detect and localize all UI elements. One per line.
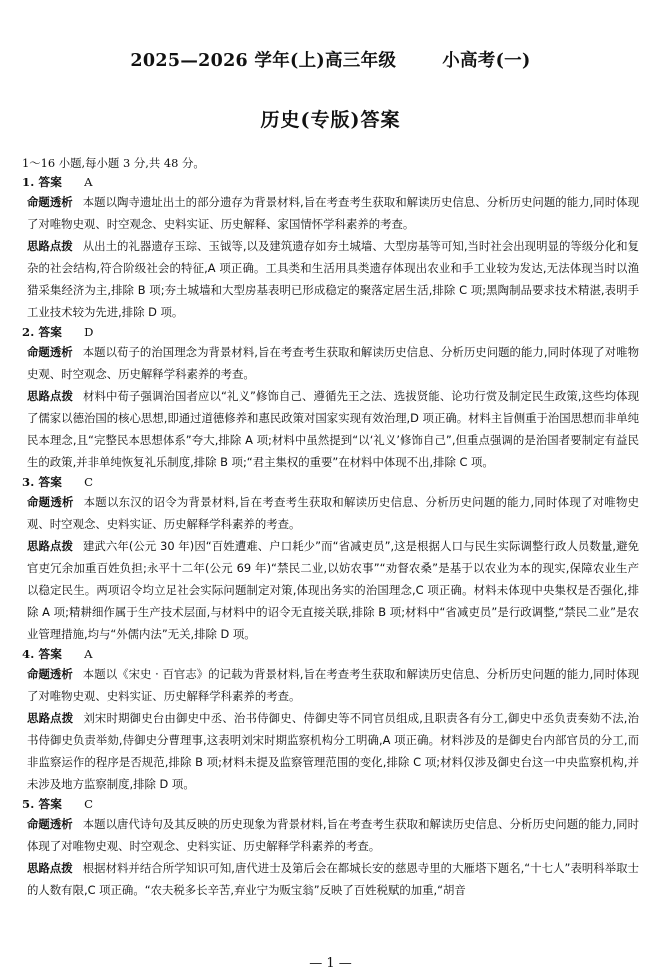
question-block (22, 323, 639, 473)
silu-paragraph (22, 385, 639, 473)
mingti-label: 命题透析 (27, 195, 73, 209)
answer-label: 答案 (38, 647, 63, 661)
question-number: 2. (22, 325, 35, 339)
silu-text: 材料中荀子强调治国者应以“礼义”修饰自己、遵循先王之法、选拔贤能、论功行赏及制定民生政策,这些均体现了儒家以德治国的核心思想,即通过道德修养和惠民政策对国家实现有效治理,D 项正确。材料主旨侧重于治国思想而非单纯民本理念,且“完整民本思想体系”夸大,排除 A 项;材料中虽然提到“以‘礼义’修饰自己”,但重点强调的是治国者要制定有益民生的政策,并非单纯恢复礼乐制度,排除 B 项;“君主集权的重要”在材料中体现不出,排除 C 项。 (27, 389, 639, 469)
answer-label: 答案 (38, 325, 63, 339)
silu-text: 建武六年(公元 30 年)因“百姓遭难、户口耗少”而“省减吏员”,这是根据人口与民生实际调整行政人员数量,避免官吏冗余加重百姓负担;永平十二年(公元 69 年)“禁民二业,以妨农事”“劝督农桑”是基于以农业为本的现实,保障农业生产以稳定民生。两项诏令均立足社会实际问题制定对策,体现出务实的治国理念,C 项正确。材料未体现中央集权是否强化,排除 A 项;精耕细作属于生产技术层面,与材料中的诏令无直接关联,排除 B 项;材料中“省减吏员”是行政调整,“禁民二业”是农业管理措施,均与“外儒内法”无关,排除 D 项。 (27, 539, 639, 641)
question-header (22, 645, 639, 663)
question-block (22, 645, 639, 795)
mingti-text: 本题以《宋史 · 百官志》的记载为背景材料,旨在考查考生获取和解读历史信息、分析历史问题的能力,同时体现了对唯物史观、史料实证、历史解释学科素养的考查。 (27, 667, 639, 703)
question-number: 5. (22, 797, 35, 811)
question-number: 3. (22, 475, 35, 489)
mingti-paragraph (22, 813, 639, 857)
silu-label: 思路点拨 (27, 389, 73, 403)
exam-year-grade: 2025—2026 学年(上)高三年级 (130, 51, 397, 71)
mingti-paragraph (22, 191, 639, 235)
mingti-text: 本题以东汉的诏令为背景材料,旨在考查考生获取和解读历史信息、分析历史问题的能力,同时体现了对唯物史观、时空观念、史料实证、历史解释学科素养的考查。 (27, 495, 639, 531)
page-title: 历史(专版)答案 (260, 109, 401, 131)
page-number: — 1 — (309, 956, 352, 971)
mingti-text: 本题以唐代诗句及其反映的历史现象为背景材料,旨在考查考生获取和解读历史信息、分析历史问题的能力,同时体现了对唯物史观、时空观念、史料实证、历史解释学科素养的考查。 (27, 817, 639, 853)
question-number: 1. (22, 175, 35, 189)
question-number: 4. (22, 647, 35, 661)
mingti-label: 命题透析 (27, 345, 73, 359)
answer-choice: D (84, 325, 94, 339)
question-header (22, 323, 639, 341)
mingti-label: 命题透析 (27, 817, 73, 831)
answer-choice: C (84, 797, 94, 811)
silu-label: 思路点拨 (27, 539, 73, 553)
mingti-label: 命题透析 (27, 495, 74, 509)
silu-text: 根据材料并结合所学知识可知,唐代进士及第后会在都城长安的慈恩寺里的大雁塔下题名,“十七人”表明科举取士的人数有限,C 项正确。“农夫税多长辛苦,弃业宁为贩宝翁”反映了百姓税赋的加重,“胡音 (27, 861, 639, 897)
exam-name: 小高考(一) (442, 51, 531, 71)
answer-label: 答案 (38, 797, 63, 811)
silu-label: 思路点拨 (27, 861, 73, 875)
mingti-paragraph (22, 341, 639, 385)
answer-choice: A (84, 175, 93, 189)
answer-choice: A (84, 647, 93, 661)
silu-label: 思路点拨 (27, 711, 74, 725)
silu-text: 从出土的礼器遗存玉琮、玉钺等,以及建筑遗存如夯土城墙、大型房基等可知,当时社会出现明显的等级分化和复杂的社会结构,符合阶级社会的特征,A 项正确。工具类和生活用具类遗存体现出农业和手工业较为发达,无法体现当时以渔猎采集经济为主,排除 B 项;夯土城墙和大型房基表明已形成稳定的聚落定居生活,排除 C 项;黑陶制品要求技术精湛,表明手工业技术较为先进,排除 D 项。 (27, 239, 639, 319)
answer-label: 答案 (38, 475, 63, 489)
exam-header (22, 50, 639, 72)
question-header (22, 473, 639, 491)
mingti-paragraph (22, 663, 639, 707)
question-header (22, 173, 639, 191)
scoring-intro: 1～16 小题,每小题 3 分,共 48 分。 (22, 156, 205, 170)
mingti-label: 命题透析 (27, 667, 73, 681)
mingti-text: 本题以陶寺遗址出土的部分遗存为背景材料,旨在考查考生获取和解读历史信息、分析历史问题的能力,同时体现了对唯物史观、时空观念、史料实证、历史解释、家国情怀学科素养的考查。 (27, 195, 639, 231)
silu-paragraph (22, 535, 639, 645)
question-block (22, 795, 639, 901)
silu-text: 刘宋时期御史台由御史中丞、治书侍御史、侍御史等不同官员组成,且职责各有分工,御史中丞负责奏劾不法,治书侍御史负责举劾,侍御史分曹理事,这表明刘宋时期监察机构分工明确,A 项正确。材料涉及的是御史台内部官员的分工,而非监察运作的程序是否规范,排除 B 项;材料未提及监察管理范围的变化,排除 C 项;材料仅涉及御史台这一中央监察机构,并未涉及地方监察制度,排除 D 项。 (27, 711, 639, 791)
mingti-text: 本题以荀子的治国理念为背景材料,旨在考查考生获取和解读历史信息、分析历史问题的能力,同时体现了对唯物史观、时空观念、历史解释学科素养的考查。 (27, 345, 639, 381)
answer-label: 答案 (38, 175, 63, 189)
silu-paragraph (22, 235, 639, 323)
silu-paragraph (22, 857, 639, 901)
question-block (22, 473, 639, 645)
mingti-paragraph (22, 491, 639, 535)
silu-paragraph (22, 707, 639, 795)
question-header (22, 795, 639, 813)
silu-label: 思路点拨 (27, 239, 73, 253)
question-block (22, 173, 639, 323)
question-list (22, 173, 639, 901)
answer-choice: C (84, 475, 94, 489)
